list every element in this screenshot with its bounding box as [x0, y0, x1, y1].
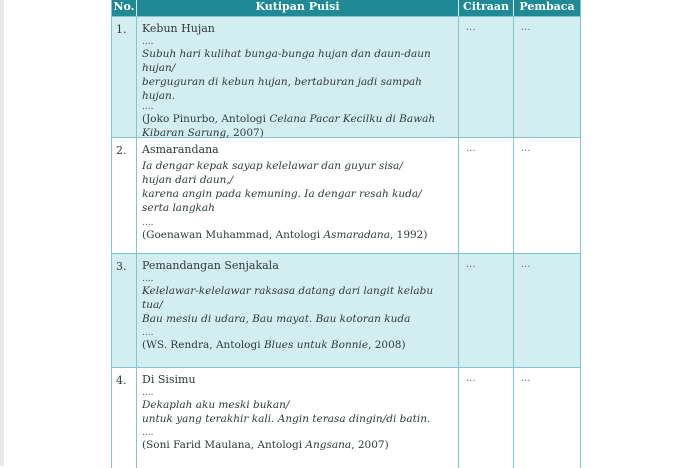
header-citraan: Citraan: [459, 0, 514, 16]
table-header: [112, 0, 580, 16]
row-number: 1.: [112, 17, 137, 137]
header-kutipan: Kutipan Puisi: [137, 0, 459, 16]
pembaca-cell: ...: [521, 373, 531, 384]
citraan-cell: ...: [459, 17, 514, 137]
table-row: [112, 253, 580, 367]
poem-excerpt: [137, 138, 459, 253]
poem-title: Di Sisimu: [142, 373, 196, 386]
ellipsis: ....: [142, 102, 154, 112]
poem-line: serta langkah: [142, 202, 215, 214]
header-no: No.: [112, 0, 137, 16]
poem-source: (Joko Pinurbo, Antologi Celana Pacar Kecilku di Bawah Kibaran Sarung, 2007): [142, 113, 436, 139]
citraan-cell: ...: [459, 368, 514, 468]
poem-excerpt: [137, 368, 459, 468]
poem-line: karena angin pada kemuning. Ia dengar resah kuda/: [142, 188, 422, 200]
poem-line: hujan/: [142, 62, 176, 74]
poem-line: hujan dari daun,/: [142, 174, 234, 186]
pembaca-cell: ...: [521, 259, 531, 270]
pembaca-cell: ...: [521, 143, 531, 154]
poem-table: [111, 0, 581, 468]
pembaca-cell: ...: [521, 22, 531, 33]
poem-line: berguguran di kebun hujan, bertaburan jadi sampah hujan.: [142, 76, 422, 102]
poem-line: Ia dengar kepak sayap kelelawar dan guyur sisa/: [142, 160, 403, 172]
poem-title: Pemandangan Senjakala: [142, 259, 279, 272]
poem-line: Subuh hari kulihat bunga-bunga hujan dan daun-daun: [142, 48, 431, 60]
ellipsis: ....: [142, 428, 154, 438]
table-row: [112, 137, 580, 253]
poem-line: Dekaplah aku meski bukan/: [142, 399, 290, 411]
poem-source: (Goenawan Muhammad, Antologi Asmaradana, 1992): [142, 229, 428, 241]
row-number: 3.: [112, 254, 137, 367]
ellipsis: ....: [142, 328, 154, 338]
poem-excerpt: [137, 254, 459, 367]
poem-excerpt: [137, 17, 459, 137]
header-pembaca: Pembaca: [519, 0, 575, 13]
poem-line: tua/: [142, 299, 163, 311]
poem-line: Bau mesiu di udara, Bau mayat. Bau kotoran kuda: [142, 313, 411, 325]
poem-line: untuk yang terakhir kali. Angin terasa dingin/di batin.: [142, 413, 431, 425]
table-row: [112, 16, 580, 137]
ellipsis: ....: [142, 274, 154, 284]
ellipsis: ....: [142, 218, 154, 228]
citraan-cell: ...: [459, 254, 514, 367]
poem-source: (WS. Rendra, Antologi Blues untuk Bonnie, 2008): [142, 339, 406, 351]
table-row: [112, 367, 580, 468]
ellipsis: ....: [142, 388, 154, 398]
ellipsis: ....: [142, 37, 154, 47]
row-number: 2.: [112, 138, 137, 253]
poem-source: (Soni Farid Maulana, Antologi Angsana, 2007): [142, 439, 389, 451]
poem-title: Kebun Hujan: [142, 22, 215, 35]
row-number: 4.: [112, 368, 137, 468]
left-edge-strip: [0, 0, 4, 466]
poem-line: Kelelawar-kelelawar raksasa datang dari langit kelabu: [142, 285, 434, 297]
poem-title: Asmarandana: [142, 143, 219, 156]
citraan-cell: ...: [459, 138, 514, 253]
